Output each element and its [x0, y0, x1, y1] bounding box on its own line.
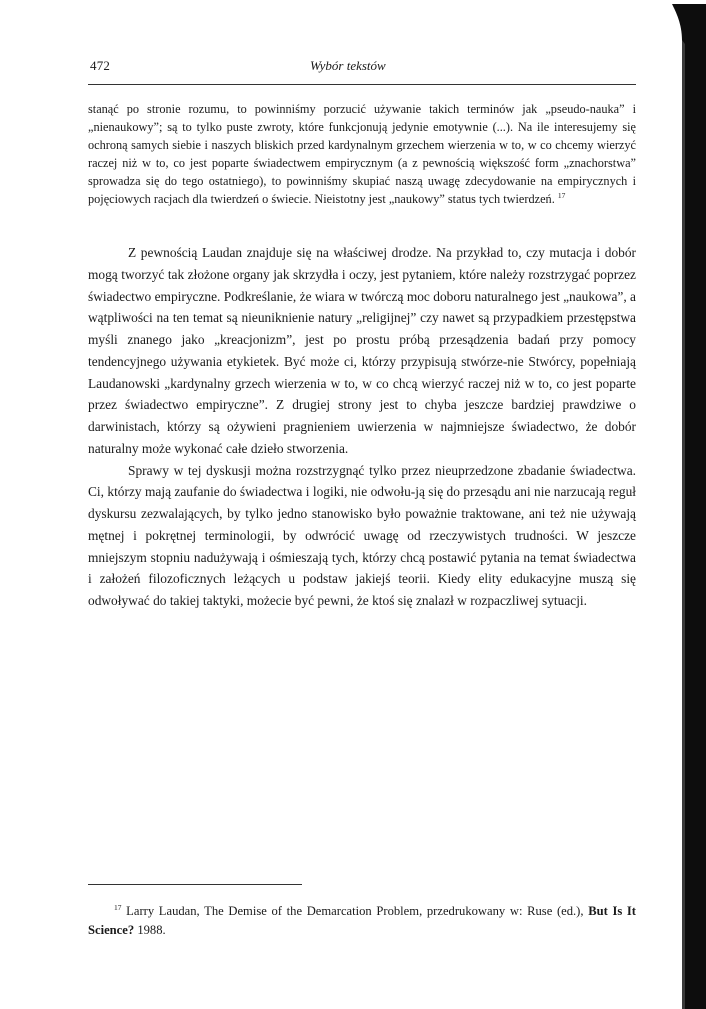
block-quote: [88, 101, 636, 208]
page-number: 472: [90, 58, 111, 73]
footnote-number: 17: [114, 903, 122, 912]
footnote: [88, 902, 636, 940]
quote-text: stanąć po stronie rozumu, to powinniśmy porzucić używanie takich terminów jak „pseudo-nauka” i „nienaukowy”; są to tylko puste zwroty, które funkcjonują jedynie emotywnie (...). Na ile interesujemy się ochroną samych siebie i naszych bliskich przed kardynalnym grzechem wierzenia w to, w co chcemy wierzyć raczej niż w to, co jest poparte świadectwem empirycznym (a z pewnością większość form „znachorstwa” sprowadza się do tego ostatniego), to powinniśmy skupiać naszą uwagę zdecydowanie na empirycznych i pojęciowych racjach dla twierdzeń o świecie. Nieistotny jest „naukowy” status tych twierdzeń.: [88, 102, 636, 206]
book-binding-edge: [672, 4, 706, 1009]
footnote-rule: [88, 884, 302, 885]
binding-shadow-graphic: [672, 4, 706, 1009]
footnote-ref: 17: [557, 190, 566, 200]
paragraph: Sprawy w tej dyskusji można rozstrzygnąć tylko przez nieuprzedzone zbadanie świadectwa. Ci, którzy mają zaufanie do świadectwa i logiki, nie odwołu-ją się do przesądu ani nie narzucają reguł dyskursu zezwalających, by tylko jedno stanowisko było poważnie traktowane, ani też nie używają mętnej i pokrętnej terminologii, by odwrócić uwagę od rzeczywistych trudności. W jeszcze mniejszym stopniu nadużywają i ośmieszają tych, którzy chcą postawić pytania na temat świadectwa i założeń filozoficznych leżących u podstaw jakiejś teorii. Kiedy elity edukacyjne muszą się odwoływać do takiej taktyki, możecie być pewni, że ktoś się znalazł w rozpaczliwej sytuacji.: [88, 462, 636, 608]
paragraph: Z pewnością Laudan znajduje się na właściwej drodze. Na przykład to, czy mutacja i dobór mogą tworzyć tak złożone organy jak skrzydła i oczy, jest pytaniem, które należy rozstrzygać poprzez świadectwo empiryczne. Podkreślanie, że wiara w twórczą moc doboru naturalnego jest „naukowa”, a wątpliwości na ten temat są nieuniknienie natury „religijnej” czy nawet są przypadkiem przestępstwa myśli znanego jako „kreacjonizm”, jest po prostu próbą przesądzenia badań przy pomocy tendencyjnego używania etykietek. Być może ci, którzy przypisują stwórze-nie Stwórcy, popełniają Laudanowski „kardynalny grzech wierzenia w to, w co chcą wierzyć raczej niż w to, co jest poparte przez świadectwo empiryczne”. Z drugiej strony jest to chyba jeszcze bardziej prawdziwe o darwinistach, którzy są ożywieni pragnieniem uwierzenia w najmniejsze świadectwo, że dobór naturalny może wykonać całe dzieło stworzenia.: [88, 245, 636, 456]
footnote-text: Larry Laudan, The Demise of the Demarcation Problem, przedrukowany w: Ruse (ed.),: [126, 904, 589, 918]
running-title: Wybór tekstów: [310, 58, 386, 73]
footnote-text-end: 1988.: [134, 923, 166, 937]
body-text: [88, 242, 636, 612]
header-rule: [88, 84, 636, 85]
footnote-book-title: But Is It Science?: [88, 904, 636, 937]
